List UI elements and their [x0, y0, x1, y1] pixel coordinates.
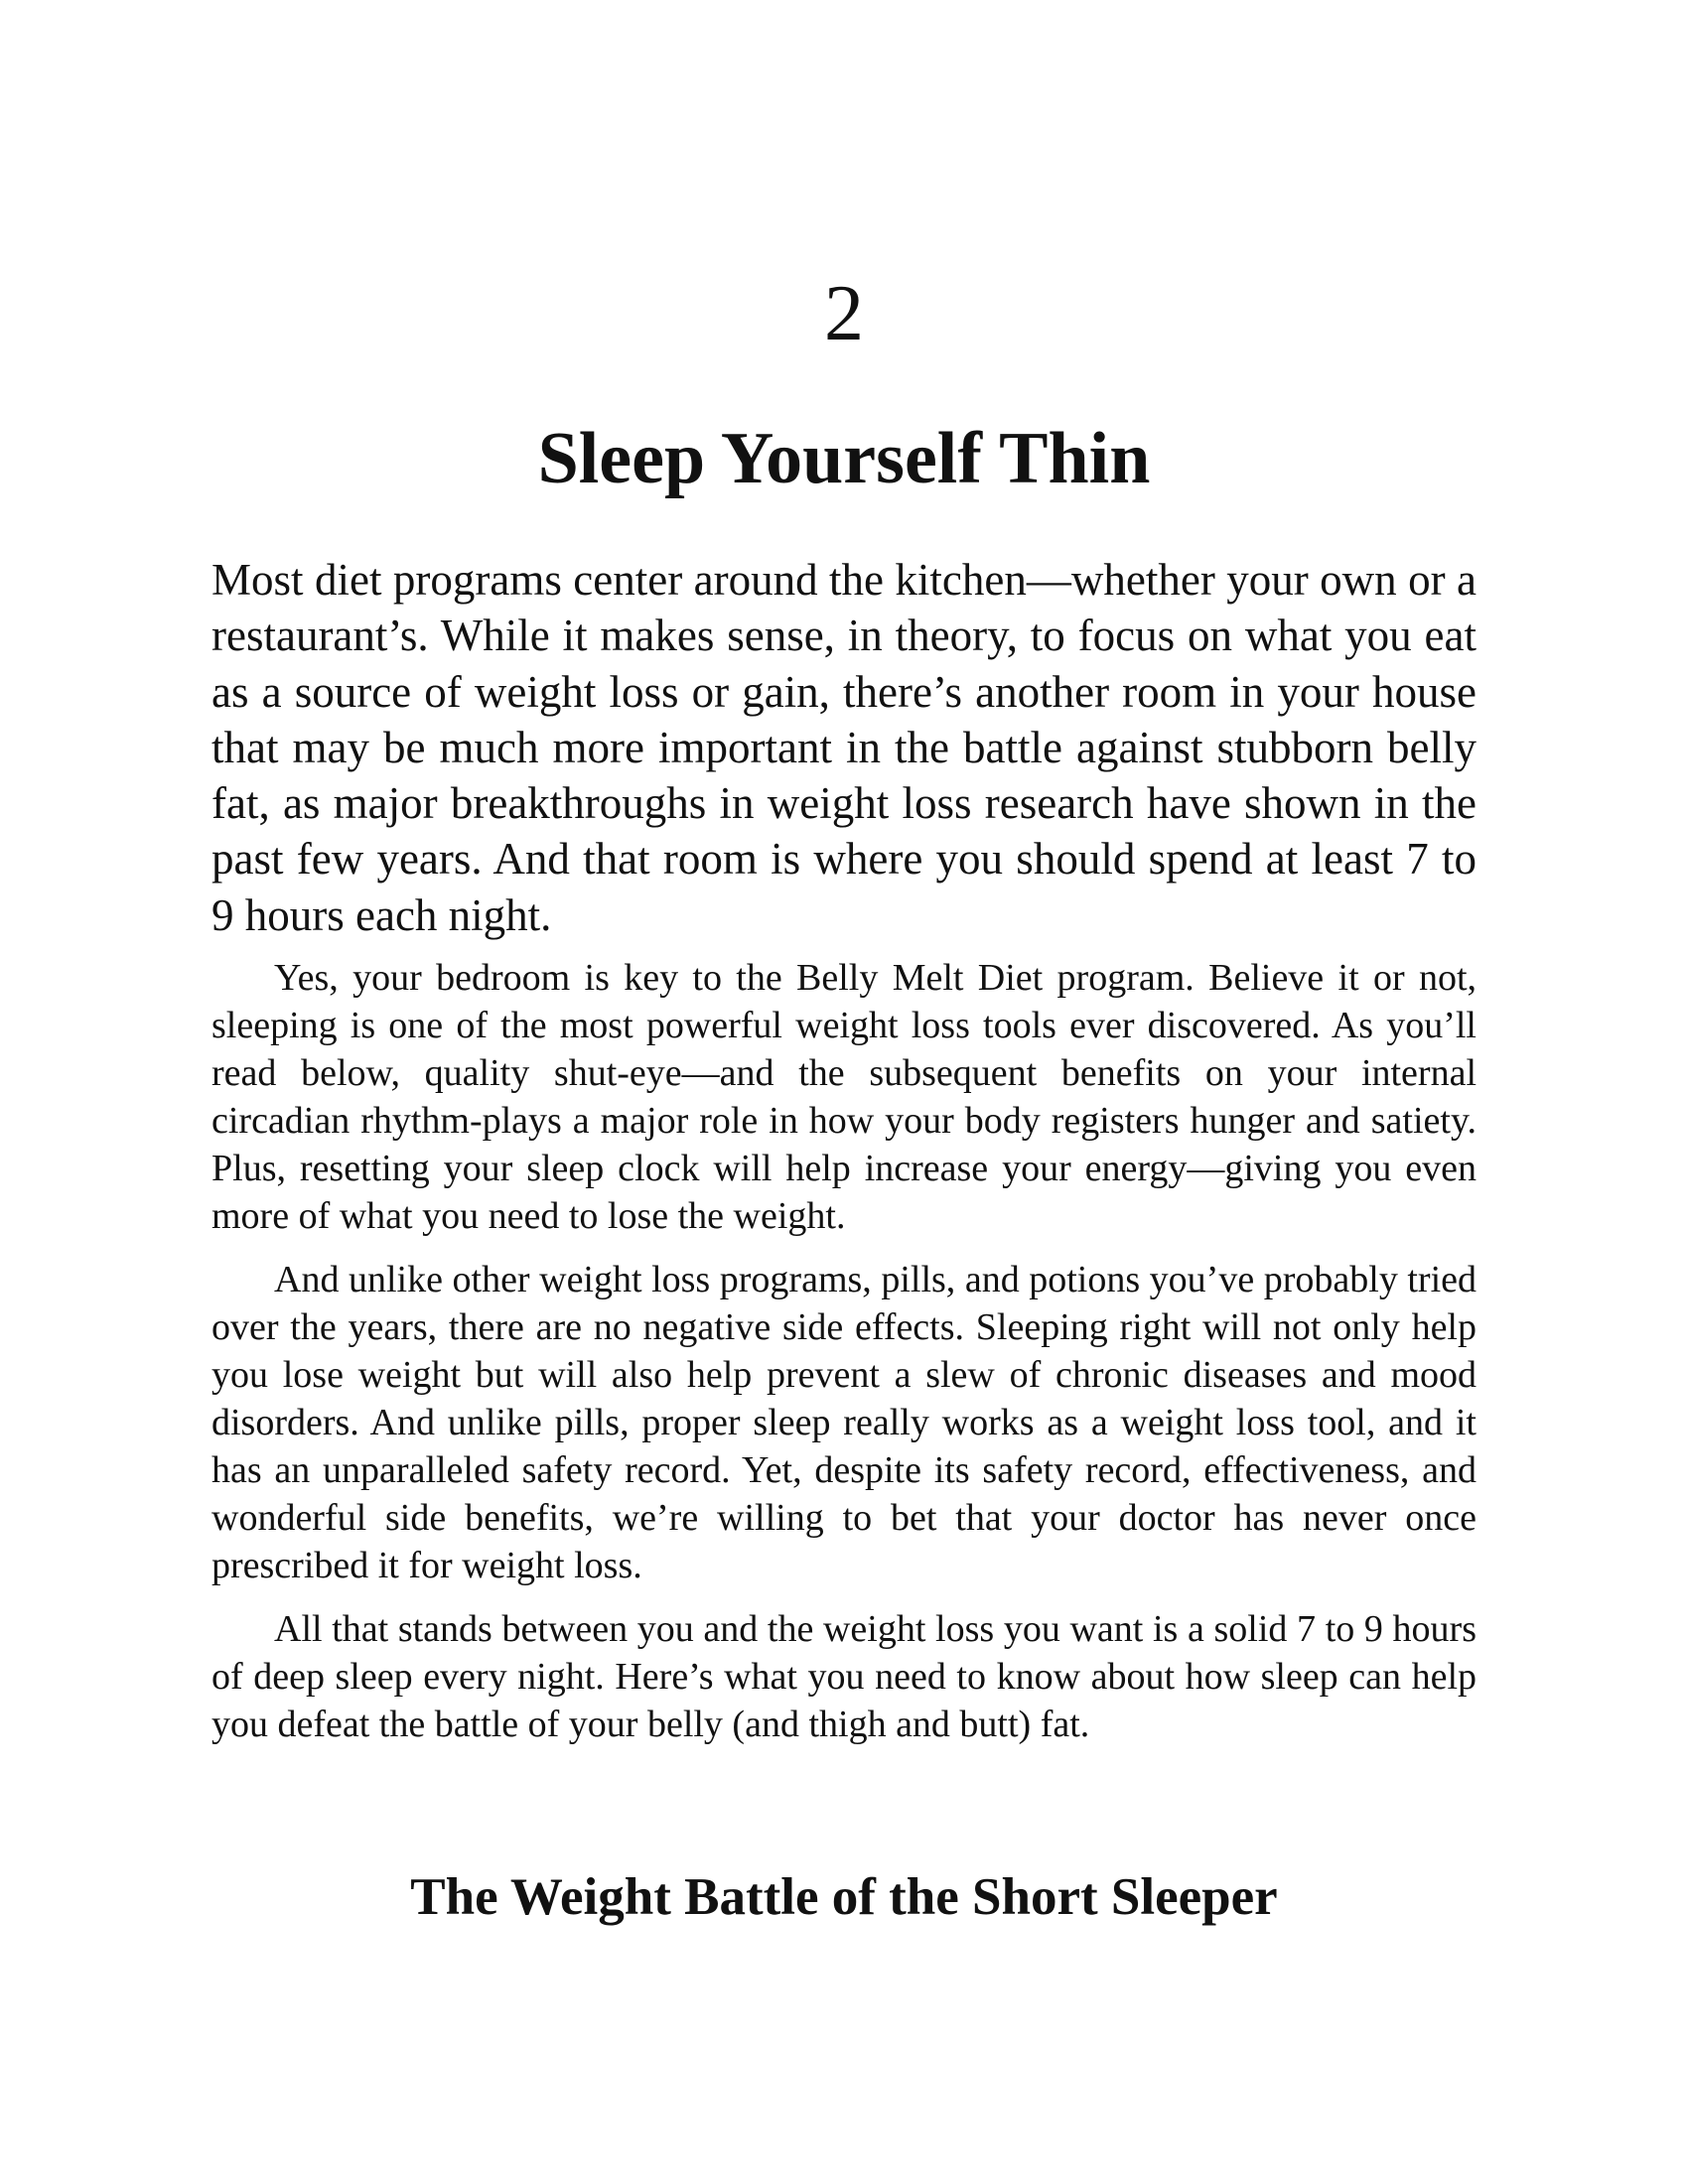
section-heading: The Weight Battle of the Short Sleeper [410, 1868, 1278, 1926]
paragraph: And unlike other weight loss programs, pills, and potions you’ve probably tried over the years, there are no negative side effects. Sleeping right will not only help you lose weight but will also help prevent a slew of chronic diseases and mood disorders. And unlike pills, proper sleep really works as a weight loss tool, and it has an unparalleled safety record. Yet, despite its safety record, effectiveness, and wonderful side benefits, we’re willing to bet that your doctor has never once prescribed it for weight loss. [211, 1259, 1477, 1586]
lead-paragraph: Most diet programs center around the kitchen—whether your own or a restaurant’s. While it makes sense, in theory, to focus on what you eat as a source of weight loss or gain, there’s another room in your house that may be much more important in the battle against stubborn belly fat, as major breakthroughs in weight loss research have shown in the past few years. And that room is where you should spend at least 7 to 9 hours each night. [211, 555, 1477, 940]
book-page [211, 0, 1477, 2184]
body-text [211, 954, 1477, 1764]
chapter-title: Sleep Yourself Thin [537, 418, 1151, 499]
chapter-number: 2 [824, 270, 864, 357]
paragraph: Yes, your bedroom is key to the Belly Melt Diet program. Believe it or not, sleeping is one of the most powerful weight loss tools ever discovered. As you’ll read below, quality shut-eye—and the subsequent benefits on your internal circadian rhythm-plays a major role in how your body registers hunger and satiety. Plus, resetting your sleep clock will help increase your energy—giving you even more of what you need to lose the weight. [211, 957, 1477, 1237]
paragraph: All that stands between you and the weight loss you want is a solid 7 to 9 hours of deep sleep every night. Here’s what you need to know about how sleep can help you defeat the battle of your belly (and thigh and butt) fat. [211, 1608, 1477, 1745]
